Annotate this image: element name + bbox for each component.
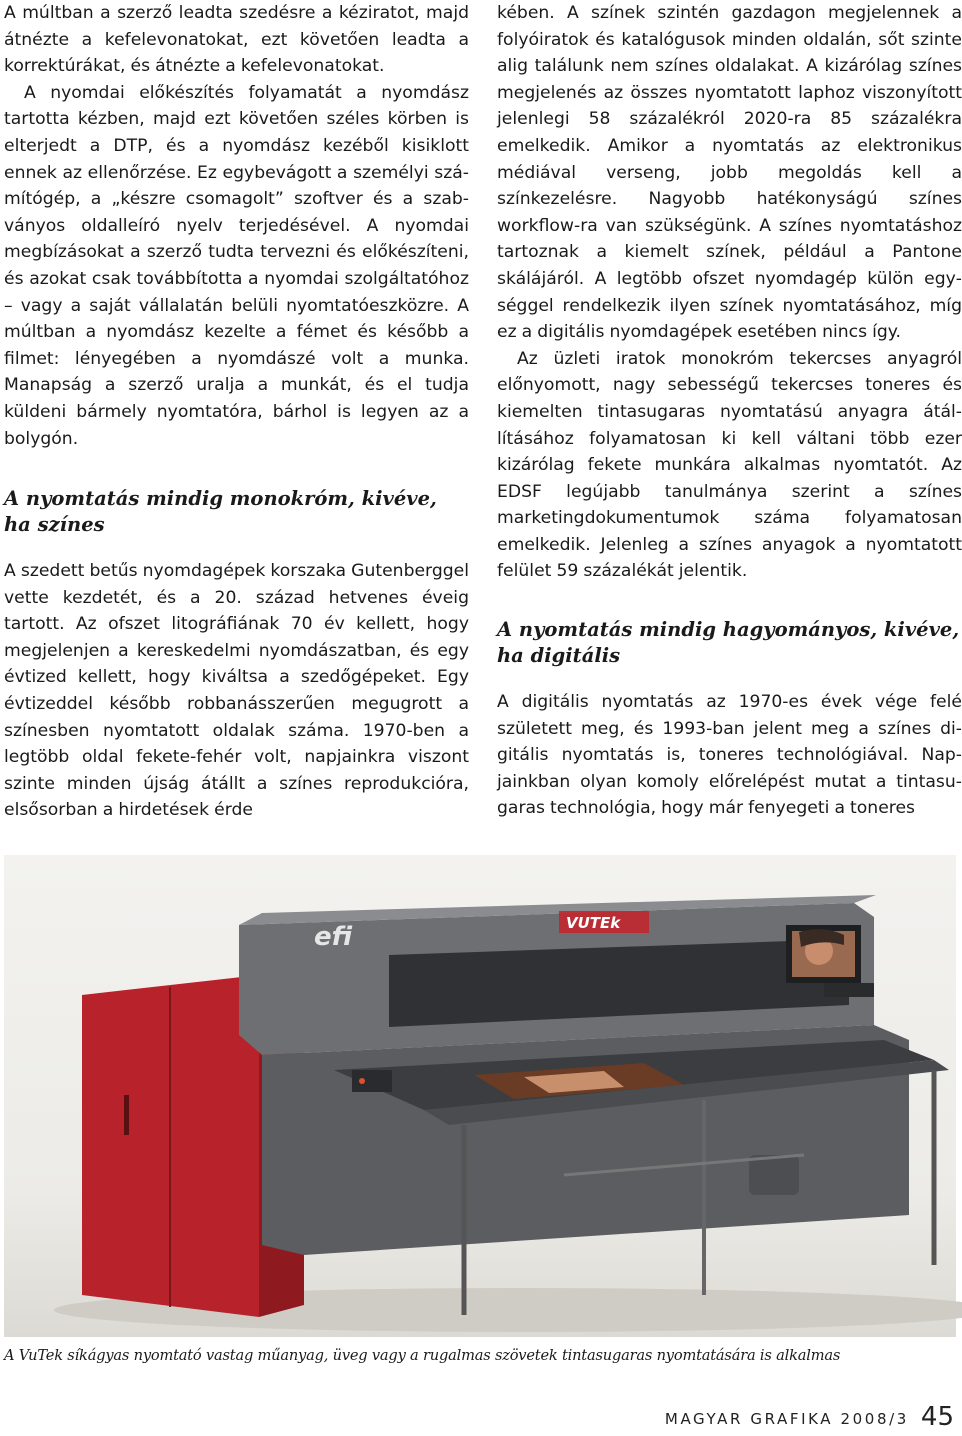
section-heading-monochrome: A nyomtatás mindig monokróm, kivéve, ha színes: [4, 487, 437, 537]
left-paragraph-3: A szedett betűs nyomdagépek korszaka Gutenberggel vette kezdetét, és a 20. század hetvenes éveig tartott. Az ofszet litográfiának 70 év kellett, hogy megjelenjen a kereskedelmi nyomdászatban, és egy évtized kellett, hogy kiváltsa a szedőgépeket. Egy évtizeddel később robbanásszerűen megugrott a színesben nyomtatott oldalak száma. 1970-ben a legtöbb oldal fekete-fehér volt, napjainkra viszont szinte minden újság átállt a színes reprodukcióra, elsősorban a hirdetések érde: [4, 561, 469, 821]
page-footer: [665, 1401, 954, 1431]
right-paragraph-1: kében. A színek szintén gazdagon megjelennek a folyóiratok és katalógusok minden oldalán, sőt szinte alig találunk nem színes oldalakat. A kizárólag színes megjelenés az összes nyomtatott laphoz viszonyított jelenlegi 58 százalékról 2020-ra 85 százalékra emelkedik. Amikor a nyomtatás az elektronikus médiával verseng, jobb megoldás kell a színkezelésre. Nagyobb hatékonyságú színes workflow-ra van szükségünk. A színes nyomtatáshoz tartoznak a kiemelt színek, például a Pantone skálájáról. A legtöbb ofszet nyomdagép külön egységgel rendelkezik ilyen színek nyomtatásához, míg ez a digitális nyomdagépek esetében nincs így.: [497, 3, 962, 343]
magazine-issue: MAGYAR GRAFIKA 2008/3: [664, 1410, 909, 1428]
right-column: [497, 0, 962, 822]
roller-unit: [749, 1155, 799, 1195]
page-number: 45: [920, 1402, 954, 1432]
keyboard: [824, 983, 874, 997]
printer-photo: [4, 855, 956, 1337]
section-heading-digital: A nyomtatás mindig hagyományos, kivéve, ha digitális: [497, 618, 960, 668]
vutek-printer-illustration: [4, 855, 956, 1337]
cabinet-handle: [124, 1095, 129, 1135]
control-light: [359, 1078, 365, 1084]
right-paragraph-3: A digitális nyomtatás az 1970-es évek vége felé született meg, és 1993-ban jelent meg a színes digitális nyomtatás is, toneres technológiával. Napjainkban olyan komoly előrelépést mutat a tintasugaras technológia, hogy már fenyegeti a toneres: [497, 692, 962, 819]
efi-logo: efi: [314, 922, 353, 952]
control-panel: [352, 1070, 392, 1092]
left-paragraph-2: A nyomdai előkészítés folyamatát a nyomdász tartotta kézben, majd ezt követően széles körben is elterjedt a DTP, és a nyomdász kezéből kisiklott ennek az ellenőrzése. Ez egybevágott a személyi számítógép, a „készre csomagolt” szoftver és a szabványos oldalleíró nyelv terjedésével. A nyomdai megbízásokat a szerző tudta tervezni és előkészíteni, és azokat csak továbbította a nyomdai szolgáltatóhoz – vagy a saját vállalatán belüli nyomtatóeszközre. A múltban a nyomdász kezelte a fémet és később a filmet: lényegében a nyomdászé volt a munka. Manapság a szerző uralja a munkát, és el tudja küldeni bármely nyomtatóra, bárhol is legyen az a bolygón.: [4, 82, 469, 449]
left-column: [4, 0, 469, 824]
vutek-logo: VUTEk: [566, 914, 621, 932]
figure-caption: A VuTek síkágyas nyomtató vastag műanyag, üveg vagy a rugalmas szövetek tintasugaras nyomtatására is alkalmas: [4, 1347, 841, 1364]
left-paragraph-1: A múltban a szerző leadta szedésre a kéziratot, majd átnézte a kefelevonatokat, ezt követően leadta a korrektúrákat, és átnézte a kefelevonatokat.: [4, 3, 469, 77]
right-paragraph-2: Az üzleti iratok monokróm tekercses anyagról előnyomott, nagy sebességű tekercses toneres és kiemelten tintasugaras nyomtatású anyagra átállításához folyamatosan ki kell váltani több ezer kizárólag fekete munkára alkalmas nyomtatót. Az EDSF legújabb tanulmánya szerint a színes marketingdokumentumok száma folyamatosan emelkedik. Jelenleg a színes anyagok a nyomtatott felület 59 százalékát jelentik.: [497, 348, 962, 582]
